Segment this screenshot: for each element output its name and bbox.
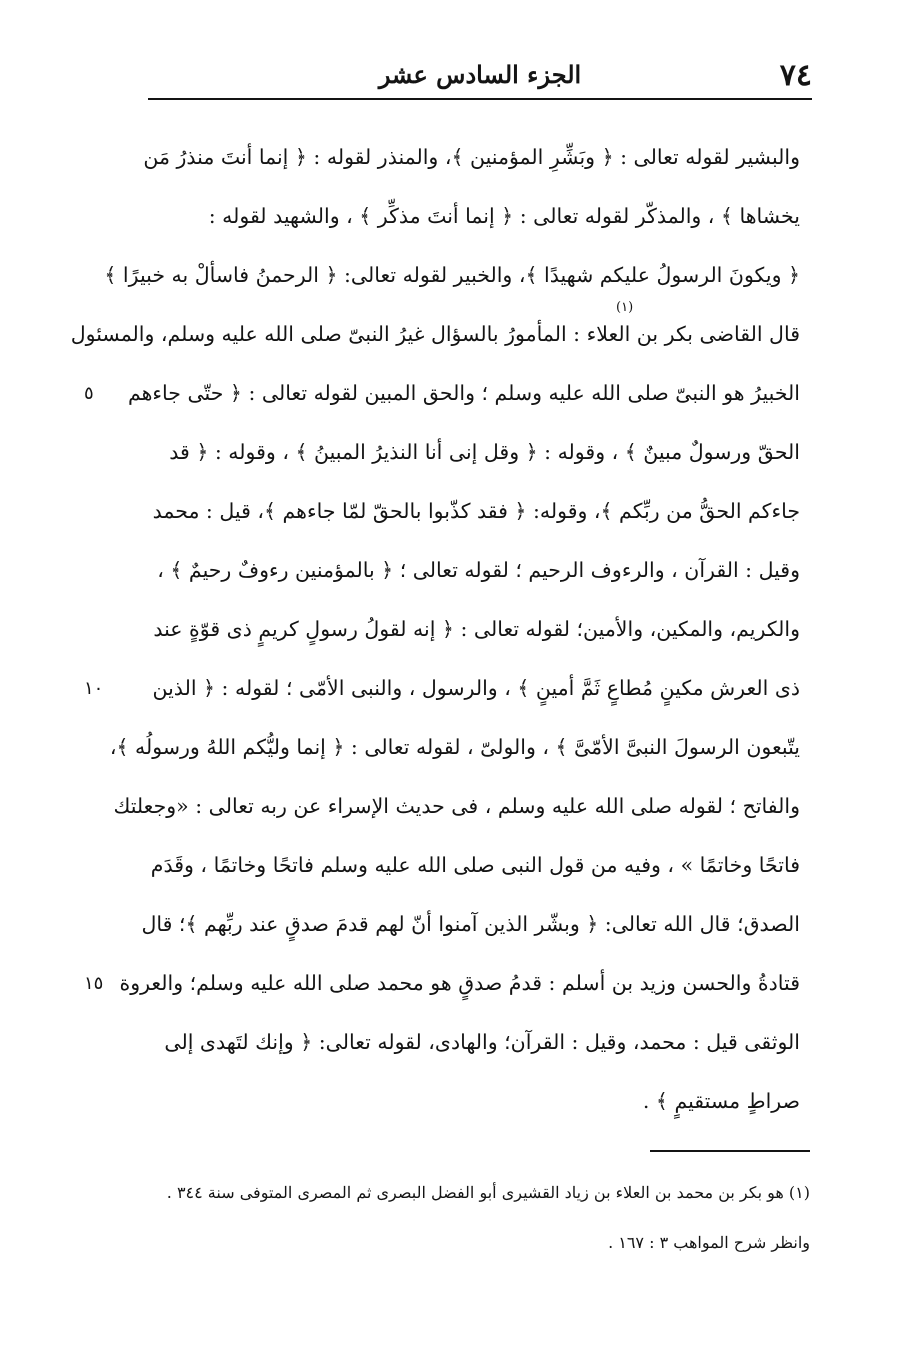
text-line: والبشير لقوله تعالى : ﴿ وبَشِّرِ المؤمنين ﴾، والمنذر لقوله : ﴿ إنما أنتَ منذرُ مَن <box>143 145 800 169</box>
page-header <box>148 50 812 98</box>
text-line: الحقّ ورسولٌ مبينٌ ﴾ ، وقوله : ﴿ وقل إنى أنا النذيرُ المبينُ ﴾ ، وقوله : ﴿ قد <box>169 440 800 464</box>
text-line: الصدق؛ قال الله تعالى: ﴿ وبشّر الذين آمنوا أنّ لهم قدمَ صدقٍ عند ربِّهم ﴾؛ قال <box>141 912 800 936</box>
footnote-line: (١) هو بكر بن محمد بن العلاء بن زياد القشيرى أبو الفضل البصرى ثم المصرى المتوفى سنة ٣٤٤ . <box>166 1183 810 1202</box>
text-line: جاءكم الحقُّ من ربِّكم ﴾، وقوله: ﴿ فقد كذّبوا بالحقّ لمّا جاءهم ﴾، قيل : محمد <box>152 499 800 523</box>
text-line: الوثقى قيل : محمد، وقيل : القرآن؛ والهادى، لقوله تعالى: ﴿ وإنك لتَهدى إلى <box>164 1030 800 1054</box>
page-number: ٧٤ <box>779 58 812 93</box>
text-line: يخشاها ﴾ ، والمذكّر لقوله تعالى : ﴿ إنما أنتَ مذكِّر ﴾ ، والشهيد لقوله : <box>208 204 800 228</box>
text-line: فاتحًا وخاتمًا » ، وفيه من قول النبى صلى الله عليه وسلم فاتحًا وخاتمًا ، وقَدَم <box>150 853 800 877</box>
header-rule <box>148 98 812 100</box>
text-line: قال القاضى بكر بن العلاء : المأمورُ بالسؤال غيرُ النبىّ صلى الله عليه وسلم، والمسئول <box>70 322 800 346</box>
margin-line-number: ١٥ <box>84 973 104 994</box>
text-line: يتّبعون الرسولَ النبىَّ الأمّىَّ ﴾ ، والولىّ ، لقوله تعالى : ﴿ إنما وليُّكم اللهُ ورسولُه ﴾، <box>109 735 800 759</box>
footnotes <box>160 1175 810 1275</box>
running-title: الجزء السادس عشر <box>378 60 582 89</box>
footnote-marker: (١) <box>616 300 634 315</box>
text-line: الخبيرُ هو النبىّ صلى الله عليه وسلم ؛ والحق المبين لقوله تعالى : ﴿ حتّى جاءهم <box>127 381 800 405</box>
margin-line-number: ٥ <box>84 383 94 404</box>
text-line: ﴿ ويكونَ الرسولُ عليكم شهيدًا ﴾، والخبير لقوله تعالى: ﴿ الرحمنُ فاسألْ به خبيرًا ﴾ <box>104 263 800 287</box>
text-line: صراطٍ مستقيمٍ ﴾ . <box>642 1089 800 1113</box>
text-line: والكريم، والمكين، والأمين؛ لقوله تعالى : ﴿ إنه لقولُ رسولٍ كريمٍ ذى قوّةٍ عند <box>153 617 800 641</box>
footnote-line: وانظر شرح المواهب ٣ : ١٦٧ . <box>608 1233 810 1252</box>
text-line: والفاتح ؛ لقوله صلى الله عليه وسلم ، فى حديث الإسراء عن ربه تعالى : «وجعلتك <box>113 794 800 818</box>
text-line: ذى العرش مكينٍ مُطاعٍ ثَمَّ أمينٍ ﴾ ، والرسول ، والنبى الأمّى ؛ لقوله : ﴿ الذين <box>152 676 800 700</box>
text-line: قتادةُ والحسن وزيد بن أسلم : قدمُ صدقٍ هو محمد صلى الله عليه وسلم؛ والعروة <box>119 971 800 995</box>
text-line: وقيل : القرآن ، والرءوف الرحيم ؛ لقوله تعالى ؛ ﴿ بالمؤمنين رءوفٌ رحيمٌ ﴾ ، <box>157 558 800 582</box>
margin-line-number: ١٠ <box>84 678 104 699</box>
footnote-rule <box>650 1150 810 1152</box>
